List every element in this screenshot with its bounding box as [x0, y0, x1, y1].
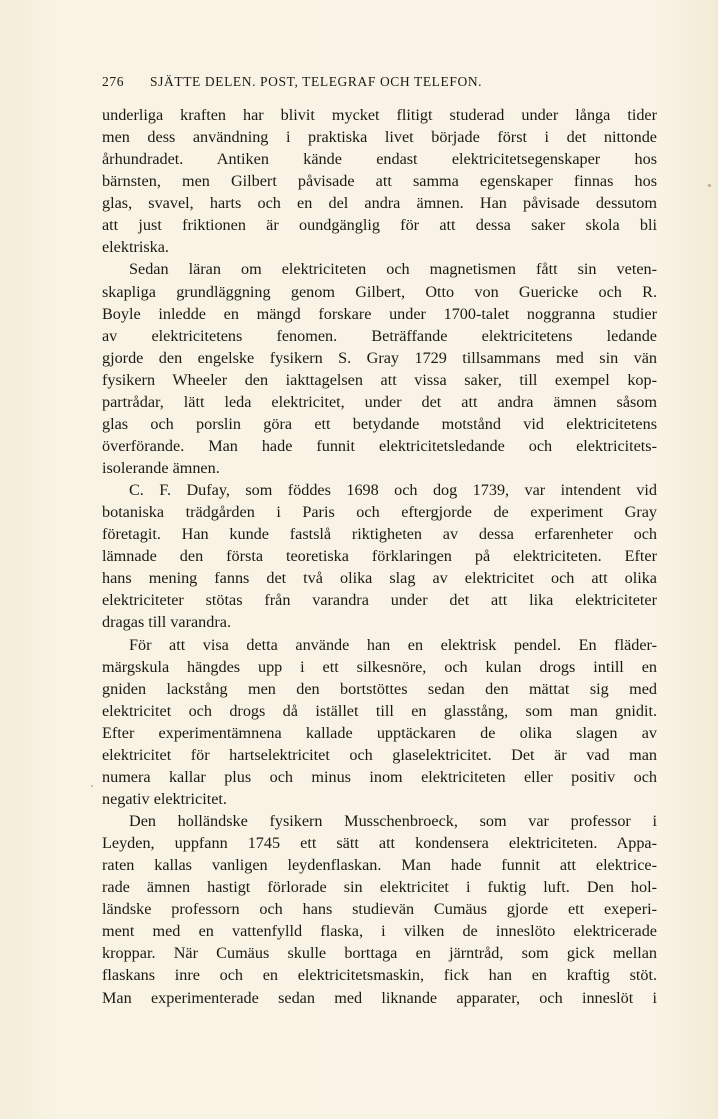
text-line: partrådar, lätt leda elektricitet, under det att andra ämnen såsom [102, 392, 657, 411]
text-line: bärnsten, men Gilbert påvisade att samma egenskaper finnas hos [102, 172, 657, 191]
text-line: elektriciteter stötas från varandra under det att lika elektriciteter [102, 591, 657, 610]
running-title: SJÄTTE DELEN. POST, TELEGRAF OCH TELEFON. [150, 74, 483, 89]
text-line: Efter experimentämnena kallade upptäckaren de olika slagen av [102, 723, 657, 742]
text-line: glas, svavel, harts och en del andra ämnen. Han påvisade dessutom [102, 194, 657, 213]
text-line: glas och porslin göra ett betydande motstånd vid elektricitetens [102, 414, 657, 433]
text-line: skapliga grundläggning genom Gilbert, Otto von Guericke och R. [102, 282, 657, 301]
text-line: märgskula hängdes upp i ett silkesnöre, och kulan drogs intill en [102, 657, 657, 676]
text-line: Den holländske fysikern Musschenbroeck, som var professor i [129, 812, 657, 830]
text-line: kroppar. När Cumäus skulle borttaga en järntråd, som gick mellan [102, 944, 657, 963]
text-line: Man experimenterade sedan med liknande apparater, och inneslöt i [102, 988, 657, 1007]
text-line: Boyle inledde en mängd forskare under 1700-talet noggranna studier [102, 304, 657, 323]
body-text [102, 104, 657, 1009]
text-line: århundradet. Antiken kände endast elektricitetsegenskaper hos [102, 150, 657, 169]
text-line: lämnade den första teoretiska förklaringen på elektriciteten. Efter [102, 547, 657, 566]
text-line: men dess användning i praktiska livet började först i det nittonde [102, 128, 657, 147]
text-line: fysikern Wheeler den iakttagelsen att vissa saker, till exempel kop- [102, 370, 657, 389]
paper-speck [708, 184, 711, 187]
text-line: Leyden, uppfann 1745 ett sätt att kondensera elektriciteten. Appa- [102, 834, 657, 853]
text-line: Sedan läran om elektriciteten och magnetismen fått sin veten- [129, 260, 657, 279]
text-line: rade ämnen hastigt förlorade sin elektricitet i fuktig luft. Den hol- [102, 878, 657, 897]
text-line: ment med en vattenfylld flaska, i vilken de inneslöto elektricerade [102, 922, 657, 941]
text-line: gniden lackstång men den bortstöttes sedan den mättat sig med [102, 679, 657, 698]
text-line: att just friktionen är oundgänglig för att dessa saker skola bli [102, 216, 657, 235]
text-line: C. F. Dufay, som föddes 1698 och dog 1739, var intendent vid [129, 481, 657, 500]
text-line: elektricitet och drogs då istället till en glasstång, som man gnidit. [102, 701, 657, 720]
text-line: isolerande ämnen. [102, 459, 220, 477]
text-line: överförande. Man hade funnit elektricitetsledande och elektricitets- [102, 436, 657, 455]
text-line: numera kallar plus och minus inom elektriciteten eller positiv och [102, 767, 657, 786]
text-line: ländske professorn och hans studievän Cumäus gjorde ett exeperi- [102, 900, 657, 919]
paper-speck [91, 785, 93, 787]
page-number: 276 [102, 74, 125, 89]
page-header [102, 74, 658, 90]
text-line: flaskans inre och en elektricitetsmaskin, fick han en kraftig stöt. [102, 966, 657, 985]
text-line: dragas till varandra. [102, 613, 231, 632]
text-line: av elektricitetens fenomen. Beträffande elektricitetens ledande [102, 326, 657, 345]
text-line: företagit. Han kunde fastslå riktigheten av dessa erfarenheter och [102, 525, 657, 544]
text-line: botaniska trädgården i Paris och eftergjorde de experiment Gray [102, 503, 657, 522]
text-line: underliga kraften har blivit mycket flitigt studerad under långa tider [102, 106, 657, 124]
text-line: gjorde den engelske fysikern S. Gray 1729 tillsammans med sin vän [102, 348, 657, 367]
text-line: elektricitet för hartselektricitet och glaselektricitet. Det är vad man [102, 745, 657, 764]
text-line: negativ elektricitet. [102, 789, 227, 808]
text-line: För att visa detta använde han en elektrisk pendel. En fläder- [129, 635, 657, 654]
text-line: elektriska. [102, 238, 169, 257]
text-line: hans mening fanns det två olika slag av elektricitet och att olika [102, 569, 657, 588]
text-line: raten kallas vanligen leydenflaskan. Man hade funnit att elektrice- [102, 856, 657, 875]
